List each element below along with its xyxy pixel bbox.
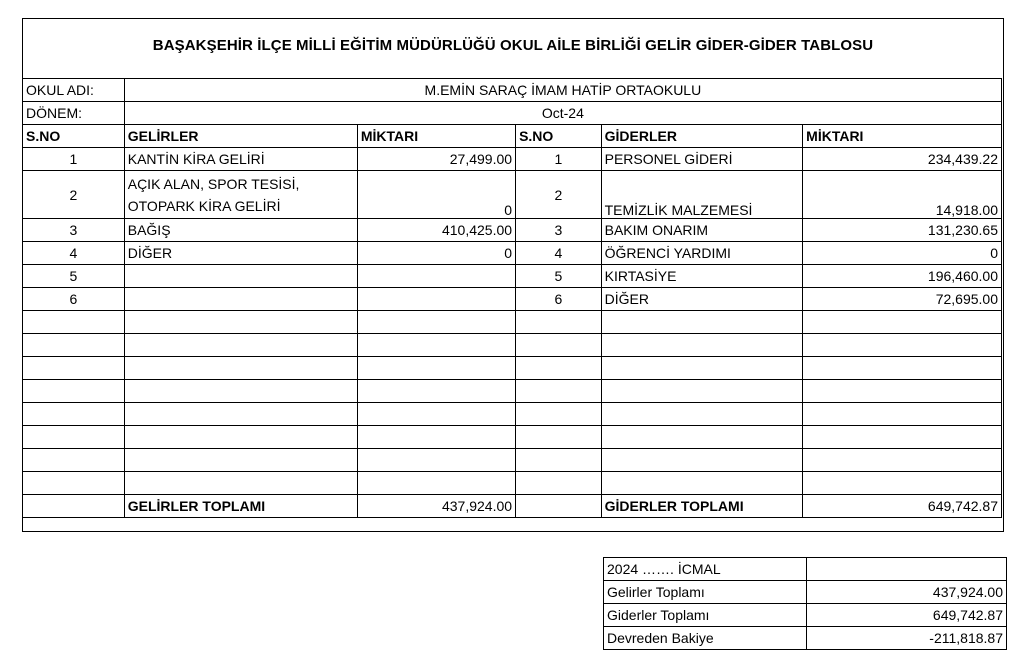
expense-sno: 5 — [516, 265, 602, 288]
income-amount[interactable] — [357, 288, 515, 311]
donem-label: DÖNEM: — [23, 102, 125, 125]
icmal-devreden-label: Devreden Bakiye — [604, 627, 807, 650]
empty-cell[interactable] — [516, 380, 602, 403]
okul-adi-value[interactable]: M.EMİN SARAÇ İMAM HATİP ORTAOKULU — [124, 79, 1001, 102]
income-sno: 1 — [23, 148, 125, 171]
empty-cell[interactable] — [124, 380, 357, 403]
empty-cell[interactable] — [601, 426, 803, 449]
income-amount[interactable]: 27,499.00 — [357, 148, 515, 171]
empty-cell[interactable] — [23, 403, 125, 426]
empty-cell[interactable] — [357, 426, 515, 449]
expense-sno: 1 — [516, 148, 602, 171]
empty-cell[interactable] — [601, 472, 803, 495]
empty-cell[interactable] — [357, 357, 515, 380]
school-name-row — [23, 79, 1002, 102]
expense-name[interactable]: BAKIM ONARIM — [601, 219, 803, 242]
income-name[interactable]: KANTİN KİRA GELİRİ — [124, 148, 357, 171]
income-name[interactable]: DİĞER — [124, 242, 357, 265]
expense-sno: 3 — [516, 219, 602, 242]
empty-cell[interactable] — [803, 311, 1002, 334]
empty-row — [23, 449, 1002, 472]
header-sno-right: S.NO — [516, 125, 602, 148]
empty-cell[interactable] — [23, 426, 125, 449]
empty-cell[interactable] — [23, 311, 125, 334]
giderler-toplami-value[interactable]: 649,742.87 — [803, 495, 1002, 518]
icmal-devreden-row — [604, 627, 1007, 650]
header-row — [23, 125, 1002, 148]
income-name[interactable] — [124, 265, 357, 288]
header-sno-left: S.NO — [23, 125, 125, 148]
empty-cell[interactable] — [803, 426, 1002, 449]
empty-cell[interactable] — [516, 403, 602, 426]
header-giderler: GİDERLER — [601, 125, 803, 148]
income-sno: 3 — [23, 219, 125, 242]
empty-cell[interactable] — [803, 403, 1002, 426]
empty-cell[interactable] — [124, 449, 357, 472]
income-name[interactable] — [124, 288, 357, 311]
empty-cell[interactable] — [516, 357, 602, 380]
income-sno: 2 — [23, 171, 125, 219]
icmal-giderler-label: Giderler Toplamı — [604, 604, 807, 627]
icmal-title-row — [604, 558, 1007, 581]
expense-sno: 4 — [516, 242, 602, 265]
empty-cell[interactable] — [601, 380, 803, 403]
empty-cell[interactable] — [516, 449, 602, 472]
empty-cell[interactable] — [124, 426, 357, 449]
expense-amount[interactable]: 0 — [803, 242, 1002, 265]
empty-row — [23, 426, 1002, 449]
income-amount[interactable]: 410,425.00 — [357, 219, 515, 242]
icmal-devreden-value[interactable]: -211,818.87 — [807, 627, 1007, 650]
income-name[interactable]: BAĞIŞ — [124, 219, 357, 242]
empty-cell[interactable] — [23, 334, 125, 357]
empty-row — [23, 334, 1002, 357]
empty-cell[interactable] — [516, 311, 602, 334]
income-name[interactable]: AÇIK ALAN, SPOR TESİSİ, OTOPARK KİRA GELİRİ — [124, 171, 357, 219]
empty-cell[interactable] — [516, 334, 602, 357]
empty-cell[interactable] — [516, 426, 602, 449]
period-row — [23, 102, 1002, 125]
icmal-gelirler-row — [604, 581, 1007, 604]
expense-sno: 6 — [516, 288, 602, 311]
empty-cell[interactable] — [803, 472, 1002, 495]
empty-cell[interactable] — [357, 311, 515, 334]
empty-cell[interactable] — [803, 334, 1002, 357]
table-row — [23, 288, 1002, 311]
header-gelirler: GELİRLER — [124, 125, 357, 148]
empty-cell[interactable] — [357, 334, 515, 357]
expense-name[interactable]: TEMİZLİK MALZEMESİ — [601, 171, 803, 219]
giderler-toplami-label: GİDERLER TOPLAMI — [601, 495, 803, 518]
empty-cell[interactable] — [803, 380, 1002, 403]
header-miktari-left: MİKTARI — [357, 125, 515, 148]
empty-cell[interactable] — [803, 357, 1002, 380]
income-amount[interactable]: 0 — [357, 171, 515, 219]
income-sno: 6 — [23, 288, 125, 311]
totals-row — [23, 495, 1002, 518]
icmal-gelirler-label: Gelirler Toplamı — [604, 581, 807, 604]
expense-amount[interactable]: 72,695.00 — [803, 288, 1002, 311]
table-row — [23, 148, 1002, 171]
empty-cell[interactable] — [23, 449, 125, 472]
icmal-title-empty[interactable] — [807, 558, 1007, 581]
header-miktari-right: MİKTARI — [803, 125, 1002, 148]
table-row — [23, 242, 1002, 265]
income-amount[interactable]: 0 — [357, 242, 515, 265]
empty-cell[interactable] — [124, 334, 357, 357]
empty-cell[interactable] — [601, 311, 803, 334]
icmal-giderler-value[interactable]: 649,742.87 — [807, 604, 1007, 627]
income-sno: 5 — [23, 265, 125, 288]
icmal-giderler-row — [604, 604, 1007, 627]
report-sheet — [22, 18, 1004, 532]
expense-amount[interactable]: 196,460.00 — [803, 265, 1002, 288]
expense-amount[interactable]: 14,918.00 — [803, 171, 1002, 219]
icmal-gelirler-value[interactable]: 437,924.00 — [807, 581, 1007, 604]
empty-cell[interactable] — [23, 357, 125, 380]
expense-sno: 2 — [516, 171, 602, 219]
empty-cell[interactable] — [23, 380, 125, 403]
expense-name[interactable]: ÖĞRENCİ YARDIMI — [601, 242, 803, 265]
empty-cell[interactable] — [601, 334, 803, 357]
expense-amount[interactable]: 234,439.22 — [803, 148, 1002, 171]
empty-row — [23, 357, 1002, 380]
empty-cell[interactable] — [357, 449, 515, 472]
table-row — [23, 219, 1002, 242]
empty-row — [23, 380, 1002, 403]
empty-cell[interactable] — [124, 472, 357, 495]
gelirler-toplami-value[interactable]: 437,924.00 — [357, 495, 515, 518]
donem-value[interactable]: Oct-24 — [124, 102, 1001, 125]
icmal-table — [603, 557, 1007, 650]
empty-cell[interactable] — [357, 403, 515, 426]
income-amount[interactable] — [357, 265, 515, 288]
totals-empty-left — [23, 495, 125, 518]
totals-empty-right — [516, 495, 602, 518]
report-title: BAŞAKŞEHİR İLÇE MİLLİ EĞİTİM MÜDÜRLÜĞÜ OKUL AİLE BİRLİĞİ GELİR GİDER-GİDER TABLOSU — [152, 37, 874, 54]
gelirler-toplami-label: GELİRLER TOPLAMI — [124, 495, 357, 518]
empty-cell[interactable] — [124, 357, 357, 380]
income-sno: 4 — [23, 242, 125, 265]
empty-row — [23, 472, 1002, 495]
table-row — [23, 171, 1002, 219]
expense-name[interactable]: DİĞER — [601, 288, 803, 311]
expense-name[interactable]: PERSONEL GİDERİ — [601, 148, 803, 171]
empty-cell[interactable] — [357, 380, 515, 403]
icmal-title: 2024 ……. İCMAL — [604, 558, 807, 581]
empty-row — [23, 403, 1002, 426]
empty-cell[interactable] — [516, 472, 602, 495]
expense-amount[interactable]: 131,230.65 — [803, 219, 1002, 242]
empty-cell[interactable] — [357, 472, 515, 495]
income-expense-table-body — [23, 79, 1002, 518]
empty-cell[interactable] — [124, 311, 357, 334]
income-expense-table — [22, 78, 1002, 518]
empty-cell[interactable] — [601, 357, 803, 380]
empty-cell[interactable] — [803, 449, 1002, 472]
empty-cell[interactable] — [124, 403, 357, 426]
empty-cell[interactable] — [601, 449, 803, 472]
okul-adi-label: OKUL ADI: — [23, 79, 125, 102]
expense-name[interactable]: KIRTASİYE — [601, 265, 803, 288]
empty-cell[interactable] — [23, 472, 125, 495]
empty-row — [23, 311, 1002, 334]
table-row — [23, 265, 1002, 288]
empty-cell[interactable] — [601, 403, 803, 426]
